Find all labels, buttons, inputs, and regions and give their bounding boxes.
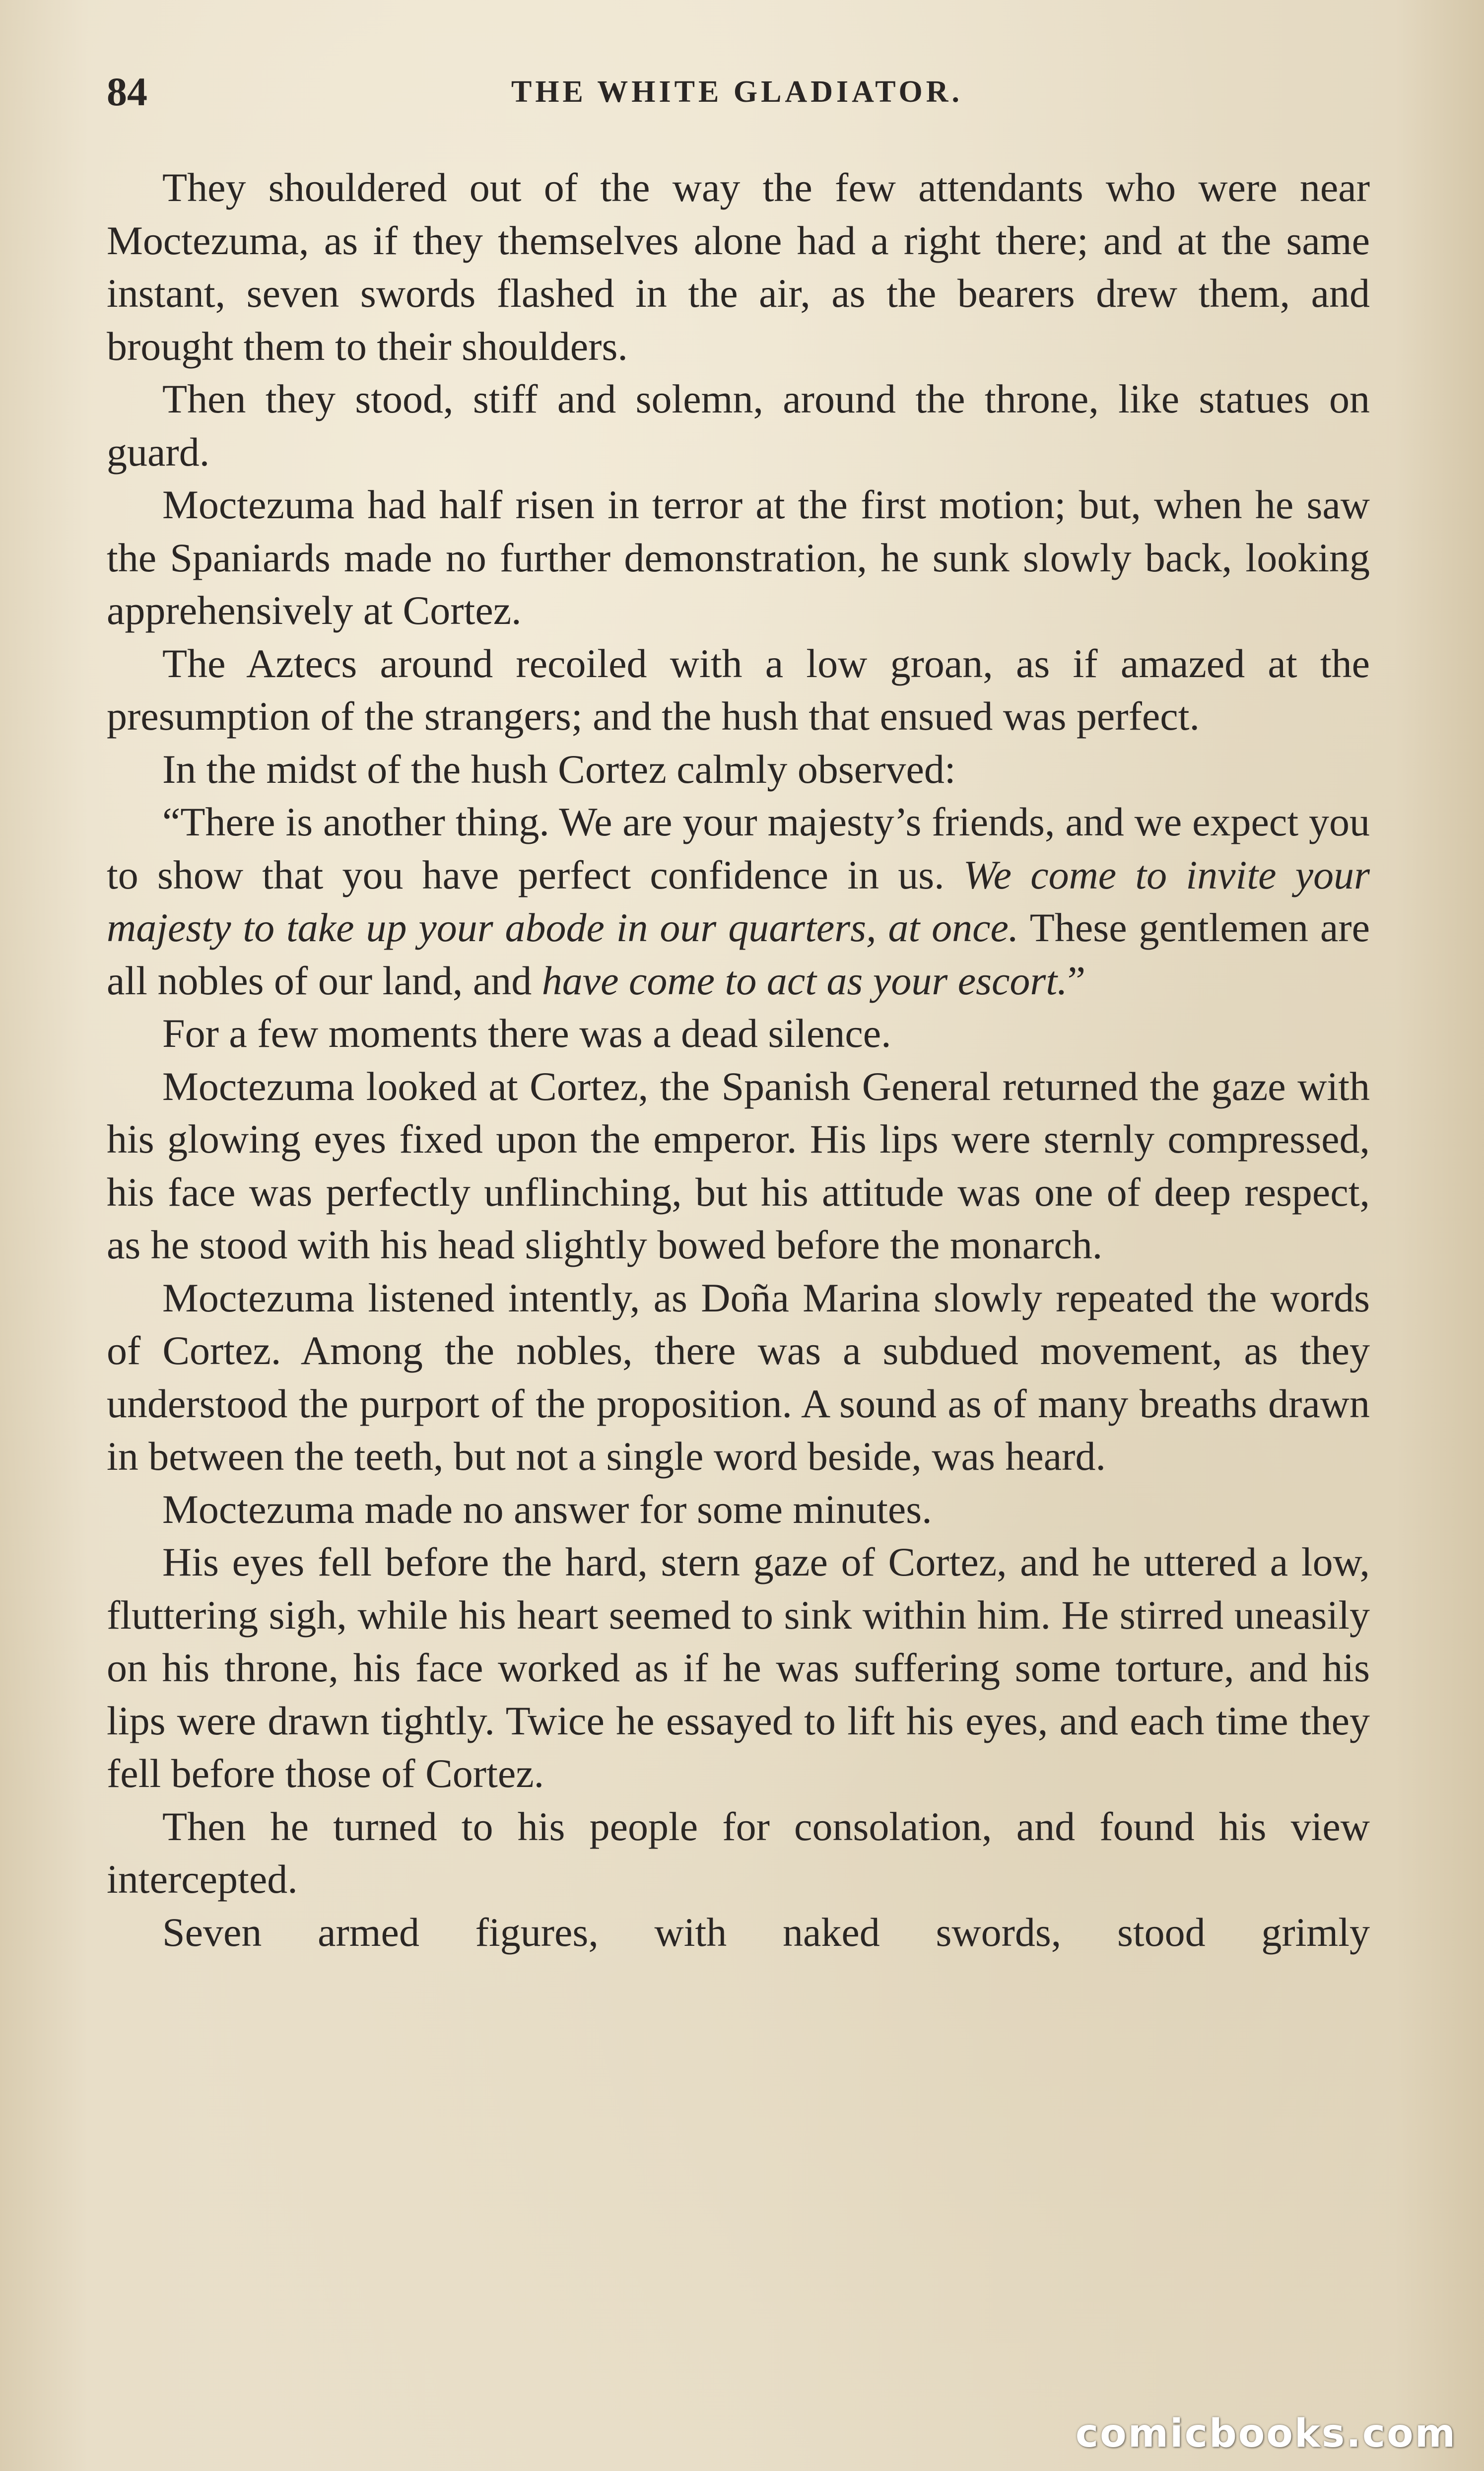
paragraph bbox=[107, 373, 1370, 479]
running-title: THE WHITE GLADIATOR. bbox=[511, 75, 963, 109]
paragraph bbox=[107, 161, 1370, 373]
paragraph bbox=[107, 1007, 1370, 1060]
text-segment: “There is another thing. We are your majesty’s friends, and we expect you to show that you have perfect confidence in us. bbox=[107, 799, 1370, 897]
italic-text: have come to act as your escort. bbox=[541, 958, 1068, 1003]
text-segment: Moctezuma listened intently, as Doña Marina slowly repeated the words of Cortez. Among the nobles, there was a subdued movement, as they understood the purport of the proposition. A sound as of many breaths drawn in between the teeth, but not a single word beside, was heard. bbox=[107, 1275, 1370, 1479]
text-segment: They shouldered out of the way the few attendants who were near Moctezuma, as if they themselves alone had a right there; and at the same instant, seven swords flashed in the air, as the bearers drew them, and brought them to their shoulders. bbox=[107, 165, 1370, 369]
text-segment: For a few moments there was a dead silence. bbox=[162, 1011, 891, 1056]
paragraph bbox=[107, 743, 1370, 796]
paragraph bbox=[107, 1483, 1370, 1536]
body-text bbox=[107, 161, 1370, 1959]
paragraph bbox=[107, 1272, 1370, 1483]
page-header bbox=[107, 65, 1367, 119]
text-segment: His eyes fell before the hard, stern gaze of Cortez, and he uttered a low, fluttering sigh, while his heart seemed to sink within him. He stirred uneasily on his throne, his face worked as if he was suffering some torture, and his lips were drawn tightly. Twice he essayed to lift his eyes, and each time they fell before those of Cortez. bbox=[107, 1539, 1370, 1796]
page-number: 84 bbox=[107, 69, 147, 114]
text-segment: In the midst of the hush Cortez calmly observed: bbox=[162, 746, 956, 792]
paragraph bbox=[107, 1536, 1370, 1800]
watermark-text: comicbooks.com bbox=[1075, 2411, 1457, 2456]
text-segment: Moctezuma had half risen in terror at the first motion; but, when he saw the Spaniards made no further demonstration, he sunk slowly back, looking apprehensively at Cortez. bbox=[107, 482, 1370, 633]
text-segment: Then they stood, stiff and solemn, around the throne, like statues on guard. bbox=[107, 376, 1370, 475]
text-segment: Moctezuma made no answer for some minutes. bbox=[162, 1486, 932, 1532]
paragraph bbox=[107, 1060, 1370, 1272]
paragraph bbox=[107, 796, 1370, 1007]
text-segment: These gentlemen are all nobles of our land, and bbox=[107, 905, 1370, 1003]
text-segment: The Aztecs around recoiled with a low groan, as if amazed at the presumption of the strangers; and the hush that ensued was perfect. bbox=[107, 640, 1370, 739]
text-segment: Seven armed figures, with naked swords, stood grimly bbox=[162, 1909, 1370, 1955]
paragraph bbox=[107, 1906, 1370, 1959]
text-segment: Moctezuma looked at Cortez, the Spanish General returned the gaze with his glowing eyes fixed upon the emperor. His lips were sternly compressed, his face was perfectly unflinching, but his attitude was one of deep respect, as he stood with his head slightly bowed before the monarch. bbox=[107, 1063, 1370, 1267]
text-segment: Then he turned to his people for consolation, and found his view intercepted. bbox=[107, 1803, 1370, 1902]
text-segment: ” bbox=[1067, 958, 1086, 1003]
paragraph bbox=[107, 1800, 1370, 1906]
paragraph bbox=[107, 479, 1370, 637]
italic-text: We come to invite your majesty to take up your abode in our quarters, at once. bbox=[107, 852, 1370, 950]
paragraph bbox=[107, 637, 1370, 743]
